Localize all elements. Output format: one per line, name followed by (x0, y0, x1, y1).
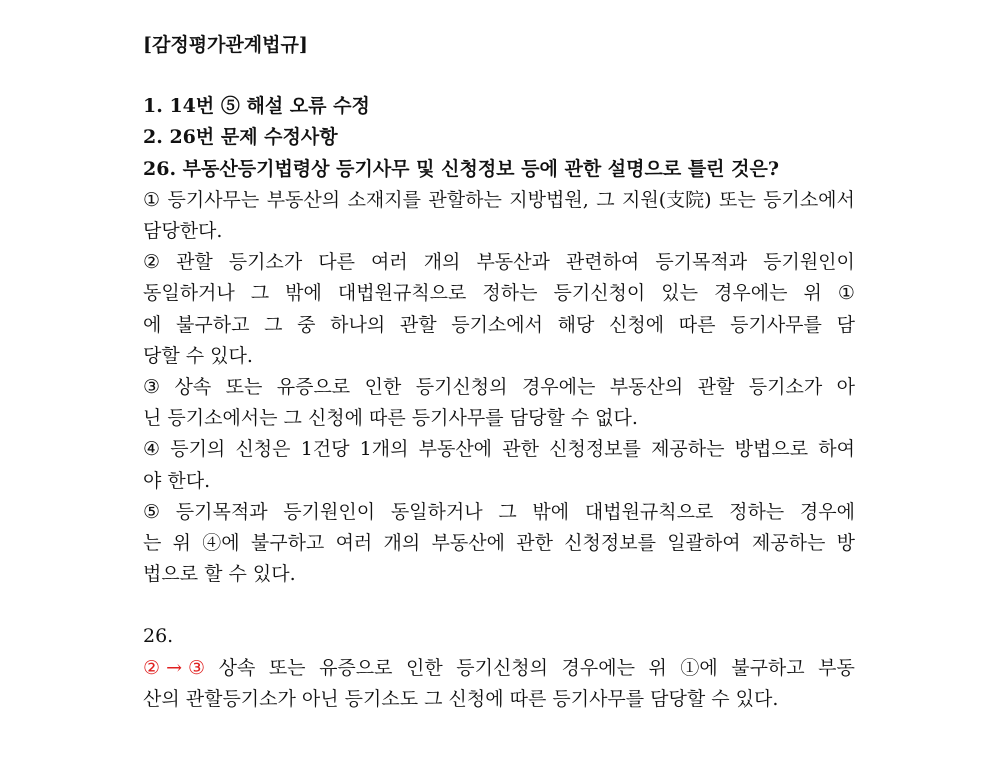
word: 부동산에 (418, 438, 493, 461)
word: 유증으로 (276, 376, 351, 399)
word: 또는 (225, 376, 263, 399)
word: 그 (498, 500, 517, 523)
word: 등기신청의 (456, 656, 549, 679)
word: ① (837, 282, 855, 305)
word: 하나의 (330, 313, 386, 336)
word: 상속 (174, 376, 212, 399)
option-1-line-1 (143, 185, 855, 216)
word: 대법원규칙으로 (337, 282, 467, 305)
document-body (143, 30, 855, 715)
word: 유증으로 (319, 656, 393, 679)
word: 그 (250, 282, 270, 305)
word: 부동산의 (266, 188, 341, 211)
notice-2: 2. 26번 문제 수정사항 (143, 126, 338, 149)
option-2-line-3 (143, 310, 855, 341)
word: 부동산의 (609, 376, 684, 399)
word: 밖에 (285, 282, 322, 305)
word: 등기소가 (748, 376, 823, 399)
word: 등기의 (170, 438, 226, 461)
word: 위 (803, 282, 822, 305)
word: 등기신청의 (415, 376, 508, 399)
word: 제공하는 (651, 438, 725, 461)
option-5-line-1 (143, 497, 855, 528)
word: 경우에는 (714, 282, 788, 305)
word: 대법원규칙으로 (584, 500, 714, 523)
word: ④에 (202, 532, 240, 555)
word: 경우에는 (521, 376, 596, 399)
word: 1개의 (359, 438, 409, 461)
word: 관련하여 (565, 251, 640, 274)
word: 위 (648, 656, 667, 679)
word: 지원(支院) (621, 188, 712, 211)
word: 제공하는 (751, 532, 826, 555)
word: 밖에 (532, 500, 570, 523)
option-3 (143, 372, 855, 434)
option-5 (143, 497, 855, 591)
word: 경우에 (799, 500, 855, 523)
option-2-line-4: 당할 수 있다. (143, 344, 253, 367)
word: 또는 (268, 656, 306, 679)
word: 관할 (399, 313, 437, 336)
word: 경우에는 (561, 656, 635, 679)
word: 인한 (406, 656, 443, 679)
question-stem: 26. 부동산등기법령상 등기사무 및 신청정보 등에 관한 설명으로 틀린 것은? (143, 157, 779, 180)
word: 신청정보를 (549, 438, 641, 461)
word: 따른 (678, 313, 716, 336)
word: 부동 (818, 656, 855, 679)
word: 동일하거나 (390, 500, 483, 523)
section-title: [감정평가관계법규] (143, 34, 308, 56)
word: 등기원인이 (283, 500, 376, 523)
word: 동일하거나 (143, 282, 235, 305)
option-4 (143, 434, 855, 496)
word: 불구하고 (731, 656, 805, 679)
option-3-line-2: 닌 등기소에서는 그 신청에 따른 등기사무를 담당할 수 없다. (143, 407, 638, 430)
word: 등기사무는 (167, 188, 260, 211)
word: 아 (836, 376, 855, 399)
word: 방 (836, 532, 855, 555)
word: 하여 (818, 438, 855, 461)
word: ② (143, 251, 161, 274)
word: 그 (596, 188, 615, 211)
option-3-line-1 (143, 372, 855, 403)
word: 부동산에 (431, 532, 505, 555)
word: 신청에 (609, 313, 665, 336)
word: 불구하고 (250, 532, 325, 555)
word: ①에 (680, 656, 718, 679)
option-4-line-1 (143, 434, 855, 465)
word: 일괄하여 (667, 532, 741, 555)
word: ⑤ (143, 500, 161, 523)
word: 관한 (516, 532, 553, 555)
correction-line-2: 산의 관할등기소가 아닌 등기소도 그 신청에 따른 등기사무를 담당할 수 있다. (143, 687, 779, 710)
word: 에 (143, 313, 162, 336)
word: 방법으로 (734, 438, 809, 461)
word: 불구하고 (176, 313, 250, 336)
notice-1: 1. 14번 ⑤ 해설 오류 수정 (143, 95, 370, 118)
word: 관할 (697, 376, 735, 399)
option-2-line-1 (143, 247, 855, 278)
word: 등기원인이 (763, 251, 855, 274)
word: 등기목적과 (175, 500, 268, 523)
word: 등기목적과 (655, 251, 748, 274)
word: 인한 (364, 376, 402, 399)
word: 여러 (370, 251, 408, 274)
word: 는 (143, 532, 162, 555)
word: 부동산과 (476, 251, 550, 274)
word: 지방법원, (509, 188, 589, 211)
word: 다른 (318, 251, 355, 274)
word: 해당 (557, 313, 595, 336)
word: 신청정보를 (564, 532, 656, 555)
word: 상속 (218, 656, 256, 679)
word: 또는 (718, 188, 756, 211)
word: 등기사무를 (730, 313, 822, 336)
spacer (143, 590, 855, 621)
option-4-line-2: 야 한다. (143, 469, 211, 492)
word: 1건당 (300, 438, 350, 461)
option-5-line-3: 법으로 할 수 있다. (143, 563, 296, 586)
word: 신청은 (235, 438, 291, 461)
word: 담 (836, 313, 855, 336)
correction-line-1 (143, 653, 855, 684)
word: 등기소에서 (451, 313, 543, 336)
word: 개의 (383, 532, 421, 555)
word: 정하는 (729, 500, 785, 523)
word: 등기소가 (228, 251, 303, 274)
word: 위 (172, 532, 191, 555)
word: 그 (264, 313, 283, 336)
word: ④ (143, 438, 161, 461)
word: 소재지를 (347, 188, 421, 211)
option-1-line-2: 담당한다. (143, 220, 223, 243)
word: 있는 (661, 282, 698, 305)
word: 등기신청이 (553, 282, 646, 305)
word: ① (143, 188, 161, 211)
word: 관한 (502, 438, 539, 461)
option-5-line-2 (143, 528, 855, 559)
word: ③ (143, 376, 161, 399)
option-1 (143, 185, 855, 247)
word: 관할하는 (428, 188, 502, 211)
word: 등기소에서 (763, 188, 855, 211)
word: 개의 (423, 251, 461, 274)
correction-change-label: ② → ③ (143, 656, 206, 679)
option-2-line-2 (143, 278, 855, 309)
word: 정하는 (482, 282, 538, 305)
word: 중 (297, 313, 316, 336)
correction-number: 26. (143, 625, 174, 648)
word: 여러 (335, 532, 373, 555)
word: 관할 (176, 251, 213, 274)
option-2 (143, 247, 855, 372)
